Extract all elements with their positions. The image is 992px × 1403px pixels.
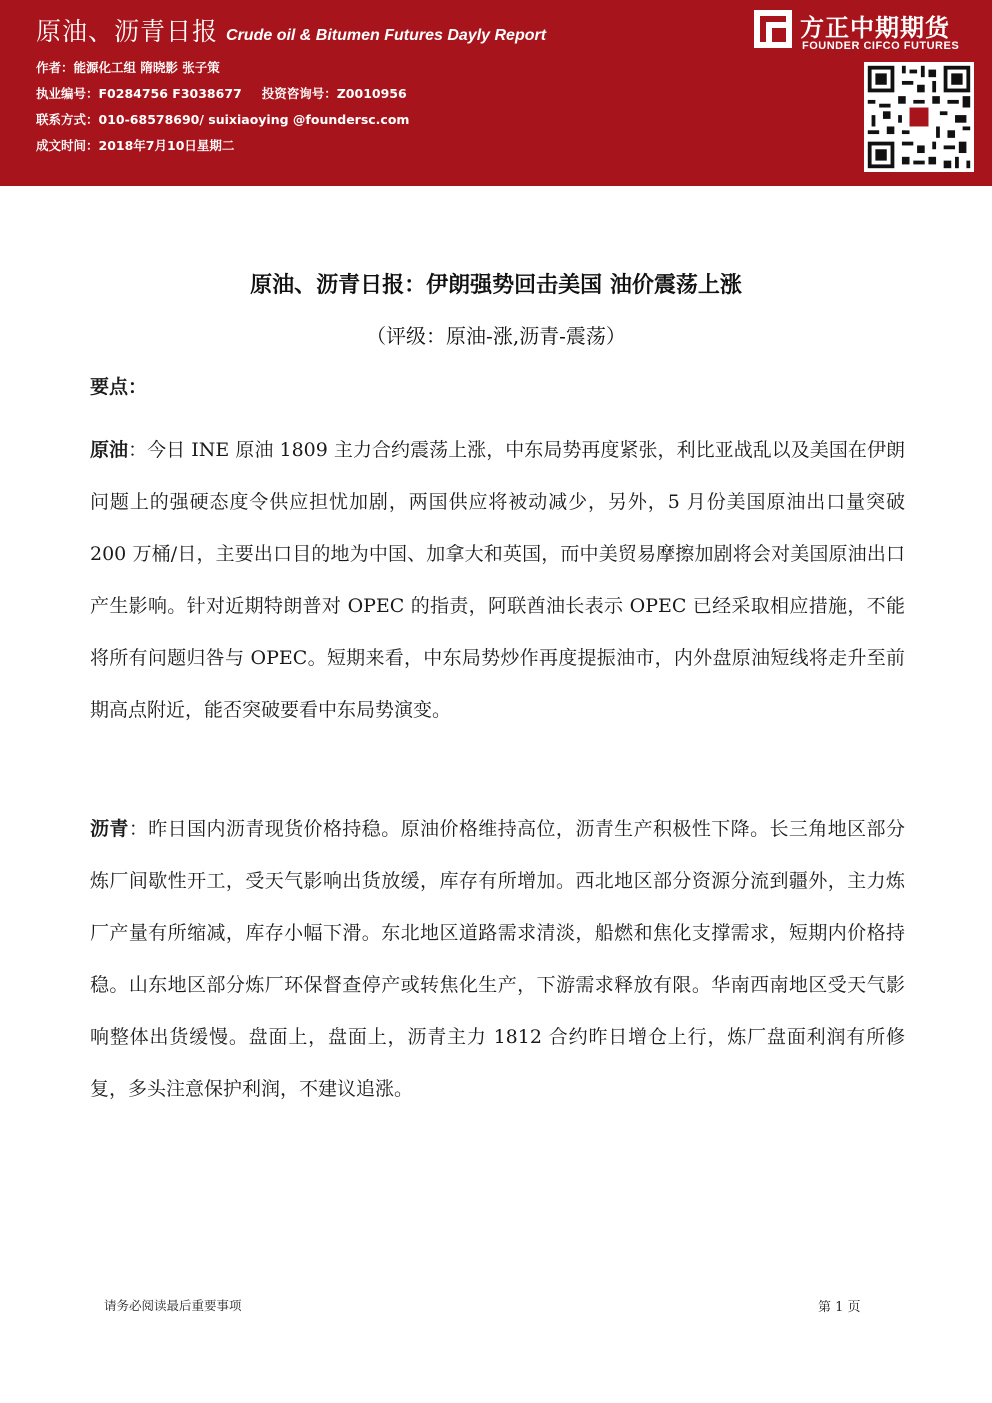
logo-en: FOUNDER CIFCO FUTURES (802, 40, 960, 52)
bitumen-text: ：昨日国内沥青现货价格持稳。原油价格维持高位，沥青生产积极性下降。长三角地区部分炼厂间歇性开工，受天气影响出货放缓，库存有所增加。西北地区部分资源分流到疆外，主力炼厂产量有所缩减，库存小幅下滑。东北地区道路需求清淡，船燃和焦化支撑需求，短期内价格持稳。山东地区部分炼厂环保督查停产或转焦化生产，下游需求释放有限。华南西南地区受天气影响整体出货缓慢。盘面上，盘面上，沥青主力 1812 合约昨日增仓上行，炼厂盘面利润有所修复，多头注意保护利润，不建议追涨。 (90, 818, 905, 1100)
document-rating: （评级：原油-涨,沥青-震荡） (366, 324, 626, 348)
header-title (36, 12, 546, 48)
license-value: F0284756 F3038677 (98, 86, 242, 101)
author-line (36, 58, 220, 76)
report-header (0, 0, 992, 182)
document-title: 原油、沥青日报：伊朗强势回击美国 油价震荡上涨 (250, 273, 742, 298)
company-logo (754, 6, 960, 62)
crude-oil-paragraph (90, 424, 905, 736)
crude-oil-text: ：今日 INE 原油 1809 主力合约震荡上涨，中东局势再度紧张，利比亚战乱以及美国在伊朗问题上的强硬态度令供应担忧加剧，两国供应将被动减少，另外，5 月份美国原油出口量突破 200 万桶/日，主要出口目的地为中国、加拿大和英国，而中美贸易摩擦加剧将会对美国原油出口产生影响。针对近期特朗普对 OPEC 的指责，阿联酋油长表示 OPEC 已经采取相应措施，不能将所有问题归咎与 OPEC。短期来看，中东局势炒作再度提振油市，内外盘原油短线将走升至前期高点附近，能否突破要看中东局势演变。 (90, 439, 905, 721)
date-value: 2018年7月10日星期二 (98, 138, 235, 153)
header-title-cn: 原油、沥青日报 (36, 17, 219, 46)
bitumen-paragraph (90, 803, 905, 1115)
license-line (36, 84, 407, 102)
contact-label: 联系方式： (36, 112, 99, 127)
header-divider (0, 182, 992, 196)
date-line (36, 136, 234, 154)
footer-page-number: 第 1 页 (818, 1300, 861, 1315)
author-value: 能源化工组 隋晓影 张子策 (73, 60, 220, 75)
contact-value: 010-68578690/ suixiaoying @foundersc.com (98, 112, 410, 127)
logo-cn: 方正中期期货 (800, 14, 950, 42)
license-label: 执业编号： (36, 86, 99, 101)
bitumen-lead: 沥青 (90, 818, 129, 840)
date-label: 成文时间： (36, 138, 99, 153)
contact-line (36, 110, 409, 128)
crude-oil-lead: 原油 (90, 439, 129, 461)
consult-value: Z0010956 (336, 86, 407, 101)
founder-logo-icon (754, 10, 792, 48)
qr-code-icon (864, 62, 974, 172)
keypoints-heading: 要点： (90, 376, 148, 398)
consult-label: 投资咨询号： (261, 86, 337, 101)
author-label: 作者： (36, 60, 74, 75)
footer-notice: 请务必阅读最后重要事项 (104, 1298, 242, 1313)
header-title-en: Crude oil & Bitumen Futures Dayly Report (226, 27, 547, 44)
